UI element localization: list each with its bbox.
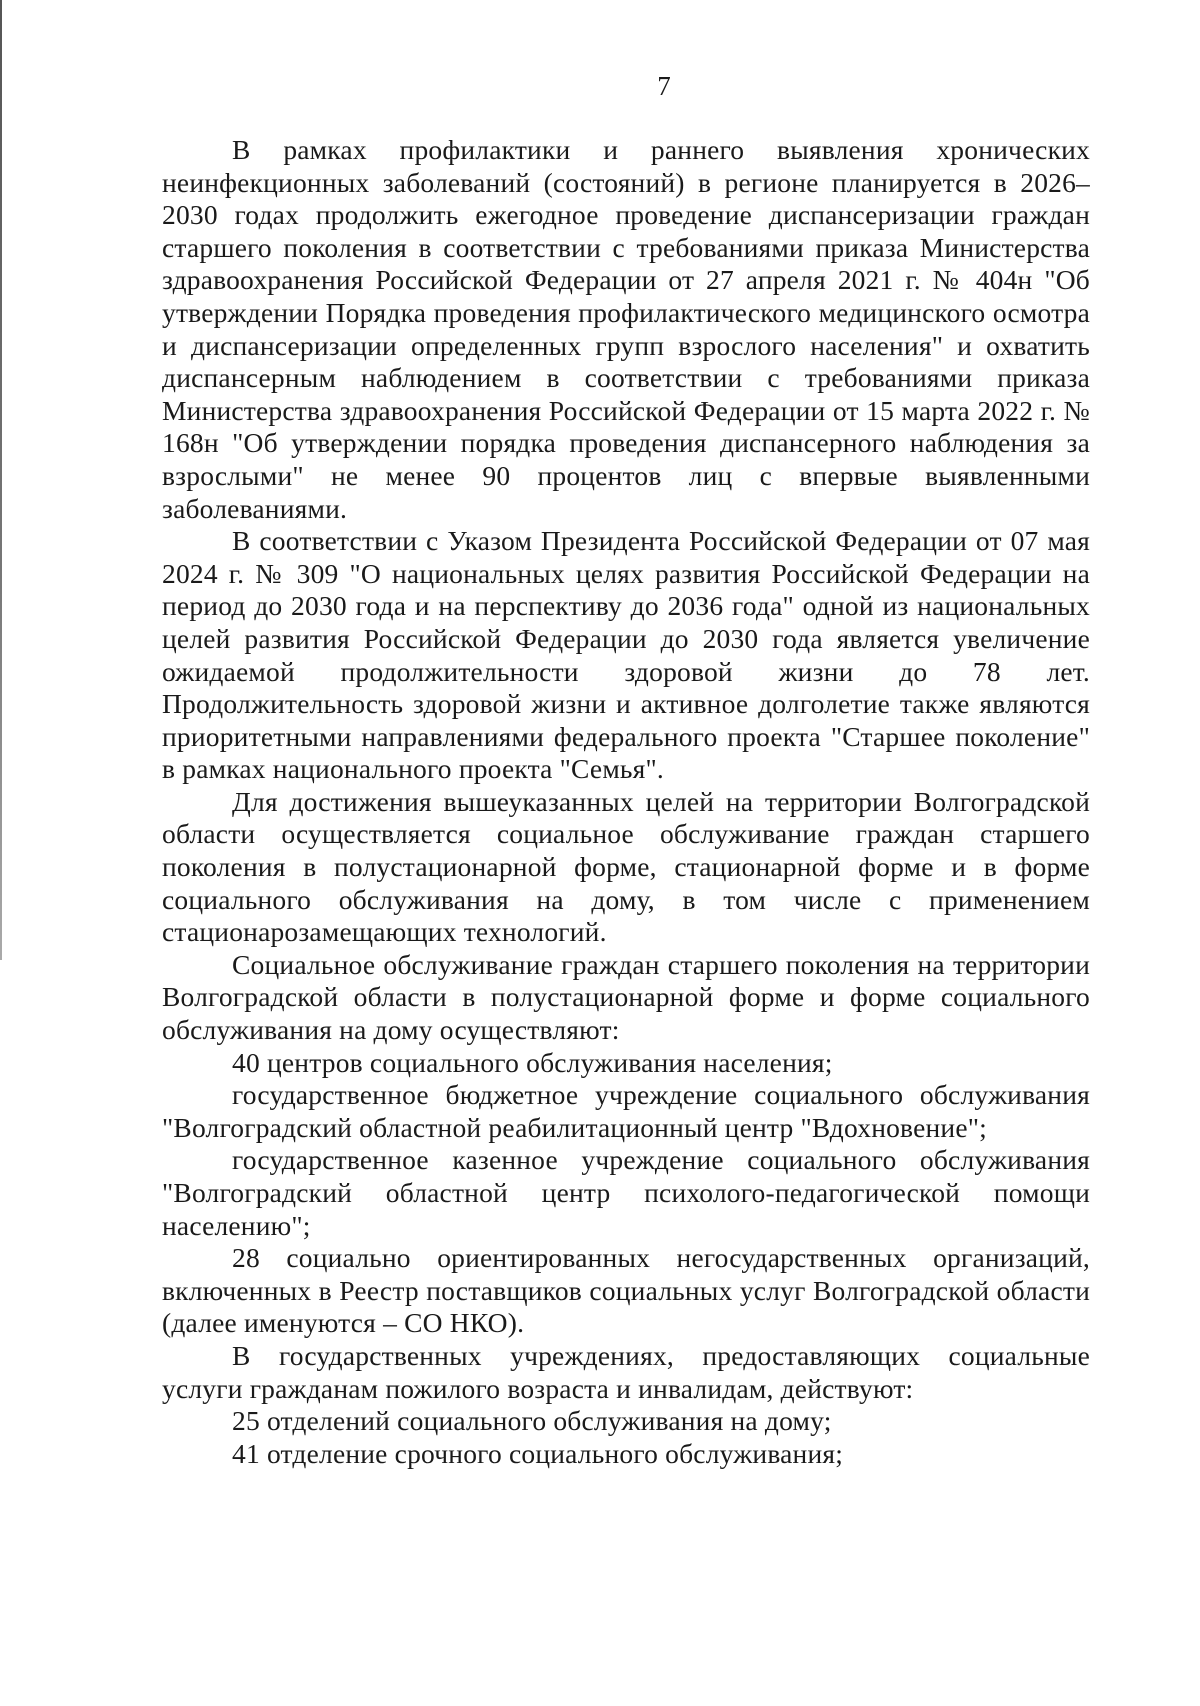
list-item-psych-center: государственное казенное учреждение социального обслуживания "Волгоградский областной центр психолого-педагогической помощи населению"; (162, 1144, 1090, 1241)
list-item-social-centers: 40 центров социального обслуживания населения; (232, 1046, 833, 1078)
list-item-urgent-service-departments: 41 отделение срочного социального обслуживания; (232, 1437, 844, 1469)
paragraph-service-providers-intro: Социальное обслуживание граждан старшего поколения на территории Волгоградской области в полустационарной форме и форме социального обслуживания на дому осуществляют: (162, 948, 1090, 1046)
scan-edge-line (0, 0, 2, 960)
paragraph-dispensarization: В рамках профилактики и раннего выявления хронических неинфекционных заболеваний (состояний) в регионе планируется в 2026–2030 годах продолжить ежегодное проведение диспансеризации граждан старшего поколения в соответствии с требованиями приказа Министерства здравоохранения Российской Федерации от 27 апреля 2021 г. № 404н "Об утверждении Порядка проведения профилактического медицинского осмотра и диспансеризации определенных групп взрослого населения" и охватить диспансерным наблюдением в соответствии с требованиями приказа Министерства здравоохранения Российской Федерации от 15 марта 2022 г. № 168н "Об утверждении порядка проведения диспансерного наблюдения за взрослыми" не менее 90 процентов лиц с впервые выявленными заболеваниями. (162, 134, 1090, 524)
paragraph-presidential-decree: В соответствии с Указом Президента Российской Федерации от 07 мая 2024 г. № 309 "О национальных целях развития Российской Федерации на период до 2030 года и на перспективу до 2036 года" одной из национальных целей развития Российской Федерации до 2030 года является увеличение ожидаемой продолжительности здоровой жизни до 78 лет. Продолжительность здоровой жизни и активное долголетие также являются приоритетными направлениями федерального проекта "Старшее поколение" в рамках национального проекта "Семья". (162, 525, 1090, 785)
list-item-nko: 28 социально ориентированных негосударственных организаций, включенных в Реестр поставщиков социальных услуг Волгоградской области (далее именуются – СО НКО). (162, 1242, 1090, 1339)
paragraph-social-services-goals: Для достижения вышеуказанных целей на территории Волгоградской области осуществляется социальное обслуживание граждан старшего поколения в полустационарной форме, стационарной форме и в форме социального обслуживания на дому, в том числе с применением стационарозамещающих технологий. (162, 785, 1090, 948)
list-item-home-service-departments: 25 отделений социального обслуживания на дому; (232, 1405, 832, 1437)
document-body (162, 134, 1090, 1470)
paragraph-state-institutions-intro: В государственных учреждениях, предоставляющих социальные услуги гражданам пожилого возраста и инвалидам, действуют: (162, 1339, 1090, 1404)
list-item-rehab-center: государственное бюджетное учреждение социального обслуживания "Волгоградский областной реабилитационный центр "Вдохновение"; (162, 1079, 1090, 1143)
page-number: 7 (657, 71, 671, 101)
